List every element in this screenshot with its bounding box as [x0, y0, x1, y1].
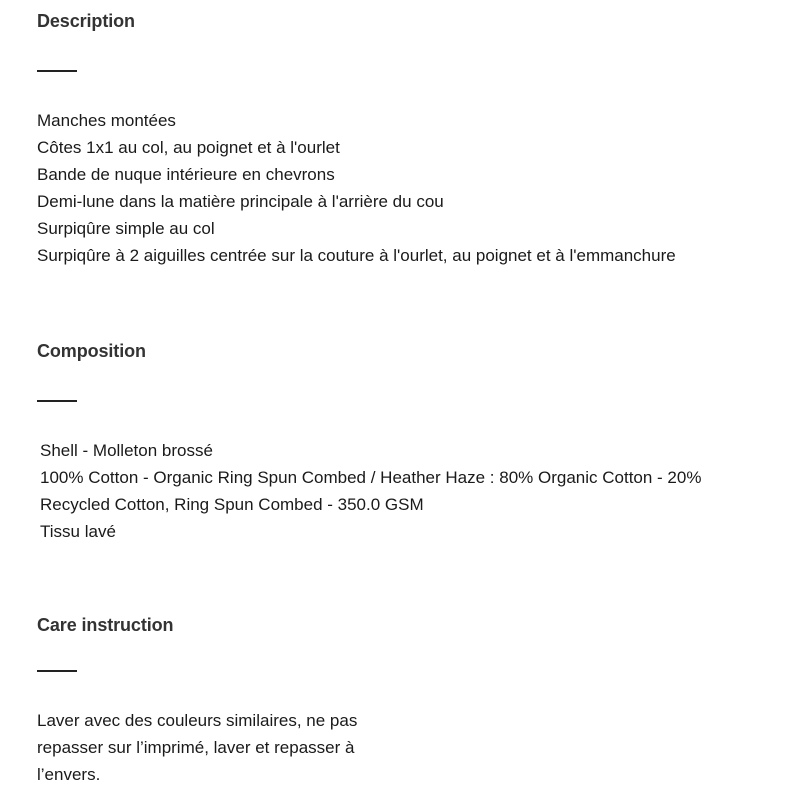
care-divider	[37, 670, 77, 672]
care-heading: Care instruction	[37, 615, 174, 635]
description-line: Surpiqûre à 2 aiguilles centrée sur la couture à l'ourlet, au poignet et à l'emmanchure	[37, 246, 676, 265]
composition-divider	[37, 400, 77, 402]
composition-line: Shell - Molleton brossé	[40, 441, 213, 460]
description-heading: Description	[37, 11, 135, 31]
description-line: Demi-lune dans la matière principale à l'arrière du cou	[37, 192, 444, 211]
composition-section	[37, 339, 777, 559]
composition-line: 100% Cotton - Organic Ring Spun Combed / Heather Haze : 80% Organic Cotton - 20% Recycled Cotton, Ring Spun Combed - 350.0 GSM	[40, 468, 702, 514]
description-list	[37, 107, 676, 269]
description-divider	[37, 70, 77, 72]
care-text: Laver avec des couleurs similaires, ne pas repasser sur l’imprimé, laver et repasser à l’envers.	[37, 711, 358, 784]
composition-line: Tissu lavé	[40, 522, 116, 541]
care-section	[37, 613, 777, 800]
description-line: Surpiqûre simple au col	[37, 219, 215, 238]
description-line: Côtes 1x1 au col, au poignet et à l'ourlet	[37, 138, 340, 157]
description-line: Manches montées	[37, 111, 176, 130]
composition-list	[40, 437, 750, 545]
composition-heading: Composition	[37, 341, 146, 361]
description-section	[37, 9, 777, 279]
description-line: Bande de nuque intérieure en chevrons	[37, 165, 335, 184]
